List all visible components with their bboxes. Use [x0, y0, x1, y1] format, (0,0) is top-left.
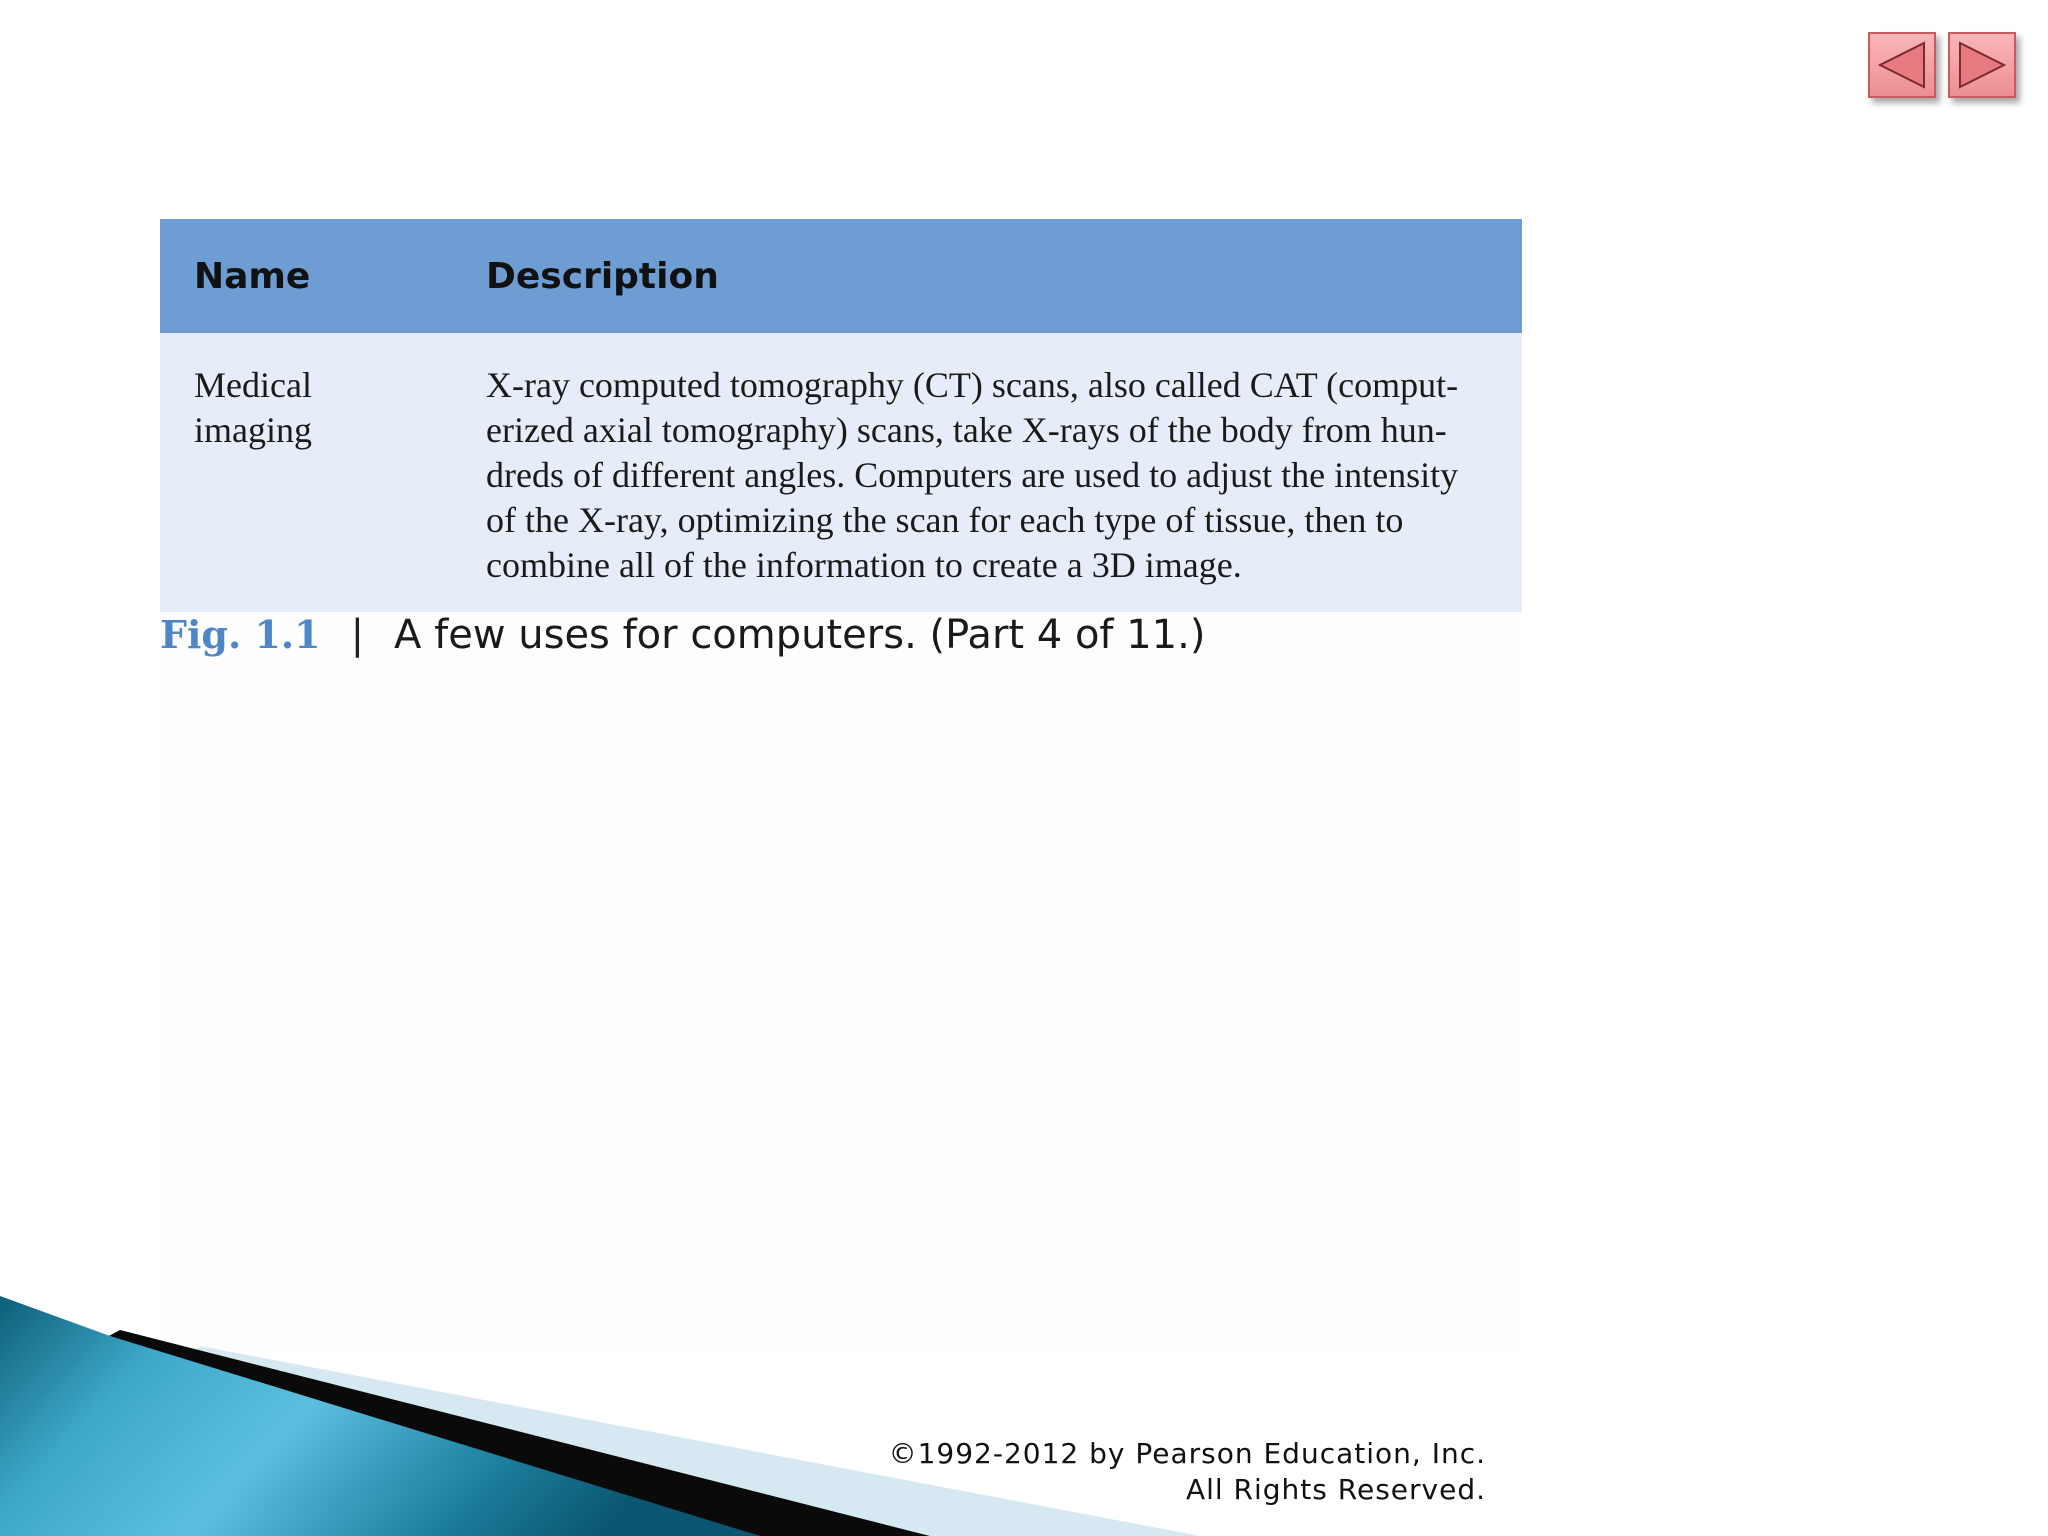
name-line: Medical [194, 365, 312, 405]
name-line: imaging [194, 410, 312, 450]
name-column-header: Name [160, 219, 486, 333]
caption-separator: | [350, 612, 365, 658]
description-line: of the X-ray, optimizing the scan for each type of tissue, then to [486, 500, 1404, 540]
caption-text: A few uses for computers. (Part 4 of 11.) [394, 612, 1206, 658]
description-line: combine all of the information to create a 3D image. [486, 545, 1242, 585]
rights-line: All Rights Reserved. [1185, 1473, 1486, 1506]
copyright-notice [889, 1436, 1486, 1508]
figure-label: Fig. 1.1 [160, 612, 321, 657]
description-column-header: Description [486, 219, 1522, 333]
description-line: X-ray computed tomography (CT) scans, also called CAT (comput- [486, 365, 1459, 405]
copyright-line: ©1992-2012 by Pearson Education, Inc. [888, 1437, 1486, 1470]
description-line: erized axial tomography) scans, take X-rays of the body from hun- [486, 410, 1447, 450]
description-line: dreds of different angles. Computers are used to adjust the intensity [486, 455, 1459, 495]
